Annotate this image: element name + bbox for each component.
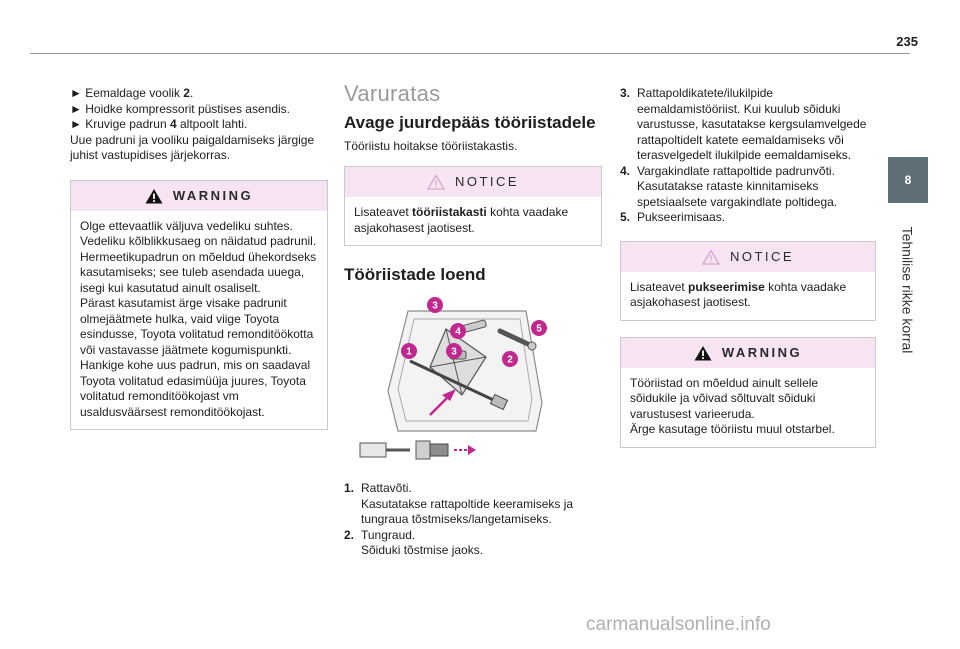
notice-triangle-icon [702, 249, 720, 265]
tool-list [344, 481, 602, 559]
warning-line: Hermeetikupadrun on mõeldud ühekordseks kasutamiseks; see tuleb asendada uuega, isegi kui kasutatud ainult osaliselt. [80, 249, 317, 295]
reassembly-note: Uue padruni ja vooliku paigaldamiseks järgige juhist vastupidises järjekorras. [70, 132, 315, 162]
warning-title: WARNING [721, 344, 803, 360]
notice-box [344, 166, 602, 246]
subsection-title: Avage juurdepääs tööriistadele [344, 112, 596, 132]
column-left [70, 86, 328, 430]
warning-line: Olge ettevaatlik väljuva vedeliku suhtes. [80, 218, 293, 233]
callout-3: 3 [451, 346, 457, 358]
callout-1: 1 [406, 346, 412, 358]
notice-box [620, 241, 876, 321]
tool-kit-illustration [350, 291, 550, 467]
notice-title: NOTICE [454, 174, 520, 190]
list-item: 3. Rattapoldikatete/ilukilpide eemaldamistööriist. Kui kuulub sõiduki varustusse, kasutatakse kergsulamvelgede rattapoltidelt katete eemaldamiseks või terasvelgedelt ilukilpide eemaldamiseks. [620, 86, 867, 162]
section-title: Varuratas [344, 81, 441, 106]
warning-header [621, 338, 875, 368]
list-item: 1. Rattavõti. Kasutatakse rattapoltide keeramiseks ja tungraua tõstmiseks/langetamiseks. [344, 481, 574, 526]
callout-5: 5 [536, 323, 542, 335]
column-right [620, 86, 876, 448]
notice-body: Lisateavet tööriistakasti kohta vaadake asjakohasest jaotisest. [354, 205, 569, 235]
warning-line: Tööriistad on mõeldud ainult sellele sõidukile ja võivad sõltuvalt sõiduki varustusest varieeruda. [630, 375, 819, 421]
warning-box [70, 180, 328, 431]
list-item: 5. Pukseerimisaas. [620, 210, 726, 224]
list-item: 4. Vargakindlate rattapoltide padrunvõti. Kasutatakse rataste kinnitamiseks spetsiaalsete vargakindlate poltidega. [620, 163, 838, 209]
column-middle [344, 81, 602, 559]
warning-header [71, 181, 327, 211]
warning-triangle-icon [145, 188, 163, 204]
subsection-title: Tööriistade loend [344, 265, 486, 284]
notice-body: Lisateavet pukseerimise kohta vaadake asjakohasest jaotisest. [630, 279, 847, 309]
tool-list-continued [620, 86, 876, 226]
chapter-tab[interactable]: 8 [888, 157, 928, 203]
notice-header [345, 167, 601, 197]
warning-line: Ärge kasutage tööriistu muul otstarbel. [630, 422, 835, 436]
notice-title: NOTICE [729, 248, 795, 264]
step-item: ► Kruvige padrun 4 altpoolt lahti. [70, 117, 248, 131]
callout-4: 4 [455, 326, 461, 338]
step-item: ► Hoidke kompressorit püstises asendis. [70, 101, 290, 116]
warning-body [621, 368, 875, 447]
warning-box [620, 337, 876, 448]
list-item: 2. Tungraud. Sõiduki tõstmise jaoks. [344, 527, 484, 557]
warning-line: Hankige kohe uus padrun, mis on saadaval Toyota volitatud edasimüüja juures, Toyota volitatud remonditöökojast vm usaldusväärsest remonditöökojast. [80, 358, 311, 419]
notice-header [621, 242, 875, 272]
warning-title: WARNING [172, 187, 254, 203]
warning-body [71, 211, 327, 430]
step-item: ► Eemaldage voolik 2. [70, 86, 194, 100]
callout-3: 3 [432, 300, 438, 312]
tools-location-text: Tööriistu hoitakse tööriistakastis. [344, 138, 518, 153]
warning-triangle-icon [694, 345, 712, 361]
warning-line: Pärast kasutamist ärge visake padrunit olmejäätmete hulka, vaid viige Toyota esindusse, Toyota volitatud remonditöökotta või vastavasse jäätmete kogumispunkti. [80, 296, 314, 357]
warning-line: Vedeliku kõlblikkusaeg on näidatud padrunil. [80, 234, 317, 248]
watermark: carmanualsonline.info [586, 614, 771, 635]
page-number: 235 [896, 34, 918, 49]
header-rule [30, 53, 910, 54]
chapter-title: Tehnilise rikke korral [899, 226, 916, 354]
notice-triangle-icon [427, 174, 445, 190]
callout-2: 2 [507, 354, 513, 366]
